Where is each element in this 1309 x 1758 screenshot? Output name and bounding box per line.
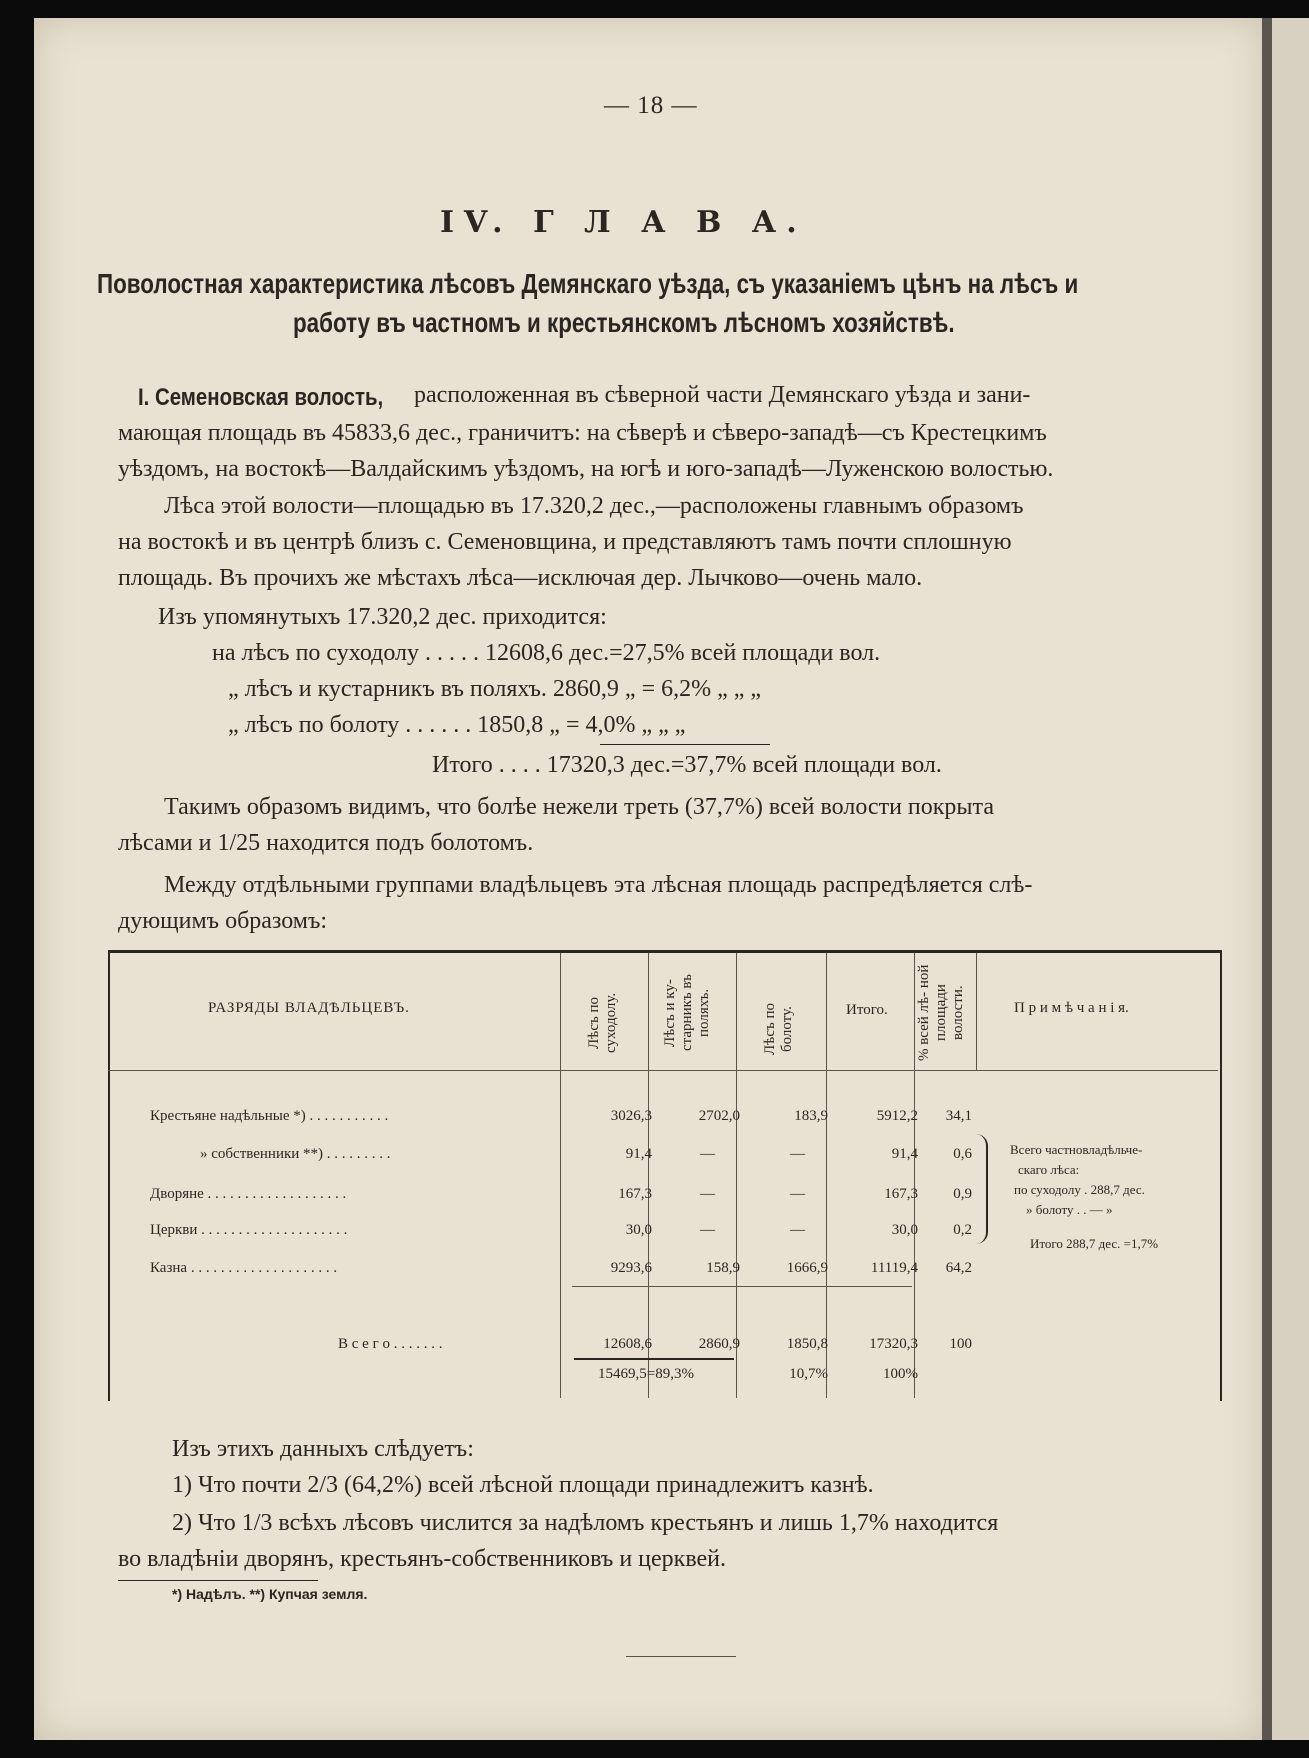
list-item-3: „ лѣсъ по болоту . . . . . . 1850,8 „ = 4,0% „ „ „	[228, 712, 686, 738]
row-2-name: » собственники **) . . . . . . . . .	[200, 1146, 391, 1162]
notes-brace	[976, 1134, 988, 1244]
sum2-combined: 15469,5=89,3%	[598, 1366, 694, 1382]
adjacent-page-edge	[1272, 18, 1309, 1740]
row-1-total: 5912,2	[876, 1108, 918, 1124]
header-pct: % всей лѣ- ной площади волости.	[916, 964, 966, 1062]
row-4-bog: —	[790, 1222, 805, 1238]
header-total: Итого.	[846, 1002, 888, 1018]
paragraph-1-line-2: мающая площадь въ 45833,6 дес., граничитъ: на сѣверѣ и сѣверо-западѣ—съ Крестецкимъ	[118, 420, 1047, 446]
row-1-fields: 2702,0	[698, 1108, 740, 1124]
row-3-bog: —	[790, 1186, 805, 1202]
header-notes: П р и м ѣ ч а н і я.	[1014, 1000, 1129, 1016]
sum2-total: 100%	[883, 1366, 918, 1382]
row-2-pct: 0,6	[953, 1146, 972, 1162]
row-5-dry: 9293,6	[610, 1260, 652, 1276]
paragraph-3-line-1: Такимъ образомъ видимъ, что болѣе нежели треть (37,7%) всей волости покрыта	[164, 794, 994, 820]
footnote-rule	[118, 1580, 318, 1581]
row-3-total: 167,3	[884, 1186, 918, 1202]
book-gutter	[1262, 18, 1272, 1740]
footnote: *) Надѣлъ. **) Купчая земля.	[172, 1586, 368, 1602]
row-5-bog: 1666,9	[786, 1260, 828, 1276]
paragraph-3-line-2: лѣсами и 1/25 находится подъ болотомъ.	[118, 830, 534, 856]
sum-total: 17320,3	[869, 1336, 918, 1352]
row-4-name: Церкви . . . . . . . . . . . . . . . . . . . .	[150, 1222, 348, 1238]
sum-fields: 2860,9	[698, 1336, 740, 1352]
row-1-pct: 34,1	[945, 1108, 972, 1124]
paragraph-1-line-1: расположенная въ сѣверной части Демянскаго уѣзда и зани-	[414, 382, 1031, 408]
note-line-2: скаго лѣса:	[1018, 1162, 1080, 1177]
section-heading-line2: работу въ частномъ и крестьянскомъ лѣсномъ хозяйствѣ.	[293, 307, 955, 338]
row-4-dry: 30,0	[625, 1222, 652, 1238]
header-fields: Лѣсъ и ку- старникъ въ поляхъ.	[662, 974, 712, 1052]
conclusion-intro: Изъ этихъ данныхъ слѣдуетъ:	[172, 1436, 474, 1462]
row-4-fields: —	[700, 1222, 715, 1238]
row-2-bog: —	[790, 1146, 805, 1162]
table-header-rule	[108, 1070, 1218, 1071]
header-bog: Лѣсъ по болоту.	[762, 1003, 795, 1056]
row-3-name: Дворяне . . . . . . . . . . . . . . . . . . .	[150, 1186, 347, 1202]
row-2-dry: 91,4	[625, 1146, 652, 1162]
conclusion-1: 1) Что почти 2/3 (64,2%) всей лѣсной площади принадлежитъ казнѣ.	[172, 1472, 874, 1498]
row-4-total: 30,0	[891, 1222, 918, 1238]
paragraph-4-line-2: дующимъ образомъ:	[118, 908, 328, 934]
row-5-total: 11119,4	[870, 1260, 918, 1276]
section-heading-line1: Поволостная характеристика лѣсовъ Демянскаго уѣзда, съ указаніемъ цѣнъ на лѣсъ и	[97, 268, 1079, 299]
sum-pct: 100	[949, 1336, 972, 1352]
conclusion-2-line-2: во владѣніи дворянъ, крестьянъ-собственниковъ и церквей.	[118, 1546, 727, 1572]
paragraph-2-line-3: площадь. Въ прочихъ же мѣстахъ лѣса—исключая дер. Лычково—очень мало.	[118, 565, 923, 591]
row-1-bog: 183,9	[794, 1108, 828, 1124]
list-item-1: на лѣсъ по суходолу . . . . . 12608,6 дес.=27,5% всей площади вол.	[212, 640, 881, 666]
row-3-fields: —	[700, 1186, 715, 1202]
chapter-title: IV. Г Л А В А.	[440, 205, 807, 240]
list-intro: Изъ упомянутыхъ 17.320,2 дес. приходится:	[158, 604, 607, 630]
page-number: — 18 —	[604, 92, 698, 119]
paragraph-1-line-3: уѣздомъ, на востокѣ—Валдайскимъ уѣздомъ, на югѣ и юго-западѣ—Луженскою волостью.	[118, 456, 1054, 482]
sum-rule	[600, 744, 770, 745]
row-2-fields: —	[700, 1146, 715, 1162]
row-3-dry: 167,3	[618, 1186, 652, 1202]
row-1-name: Крестьяне надѣльные *) . . . . . . . . . . .	[150, 1108, 389, 1124]
row-2-total: 91,4	[891, 1146, 918, 1162]
row-4-pct: 0,2	[953, 1222, 972, 1238]
note-line-1: Всего частновладѣльче-	[1010, 1142, 1143, 1157]
sum-dry: 12608,6	[603, 1336, 652, 1352]
sum2-bog: 10,7%	[789, 1366, 828, 1382]
list-total: Итого . . . . 17320,3 дес.=37,7% всей площади вол.	[432, 752, 942, 778]
volost-title: I. Семеновская волость,	[138, 384, 384, 411]
page-end-rule	[626, 1656, 736, 1657]
list-item-2: „ лѣсъ и кустарникъ въ поляхъ. 2860,9 „ = 6,2% „ „ „	[228, 676, 762, 702]
paragraph-4-line-1: Между отдѣльными группами владѣльцевъ эта лѣсная площадь распредѣляется слѣ-	[164, 872, 1033, 898]
sum-name: В с е г о . . . . . . .	[338, 1336, 443, 1352]
sum-bog: 1850,8	[786, 1336, 828, 1352]
row-5-pct: 64,2	[945, 1260, 972, 1276]
conclusion-2-line-1: 2) Что 1/3 всѣхъ лѣсовъ числится за надѣломъ крестьянъ и лишь 1,7% находится	[172, 1510, 999, 1536]
header-owners: РАЗРЯДЫ ВЛАДѢЛЬЦЕВЪ.	[208, 1000, 410, 1016]
note-line-5: Итого 288,7 дес. =1,7%	[1030, 1236, 1159, 1251]
row-5-name: Казна . . . . . . . . . . . . . . . . . . . .	[150, 1260, 338, 1276]
paragraph-2-line-1: Лѣса этой волости—площадью въ 17.320,2 дес.,—расположены главнымъ образомъ	[164, 493, 1024, 519]
row-3-pct: 0,9	[953, 1186, 972, 1202]
row-5-fields: 158,9	[706, 1260, 740, 1276]
paragraph-2-line-2: на востокѣ и въ центрѣ близъ с. Семеновщина, и представляютъ тамъ почти сплошную	[118, 529, 1012, 555]
note-line-4: » болоту . . — »	[1026, 1202, 1113, 1217]
note-line-3: по суходолу . 288,7 дес.	[1014, 1182, 1145, 1197]
row-1-dry: 3026,3	[610, 1108, 652, 1124]
header-dry: Лѣсъ по суходолу.	[586, 992, 619, 1054]
